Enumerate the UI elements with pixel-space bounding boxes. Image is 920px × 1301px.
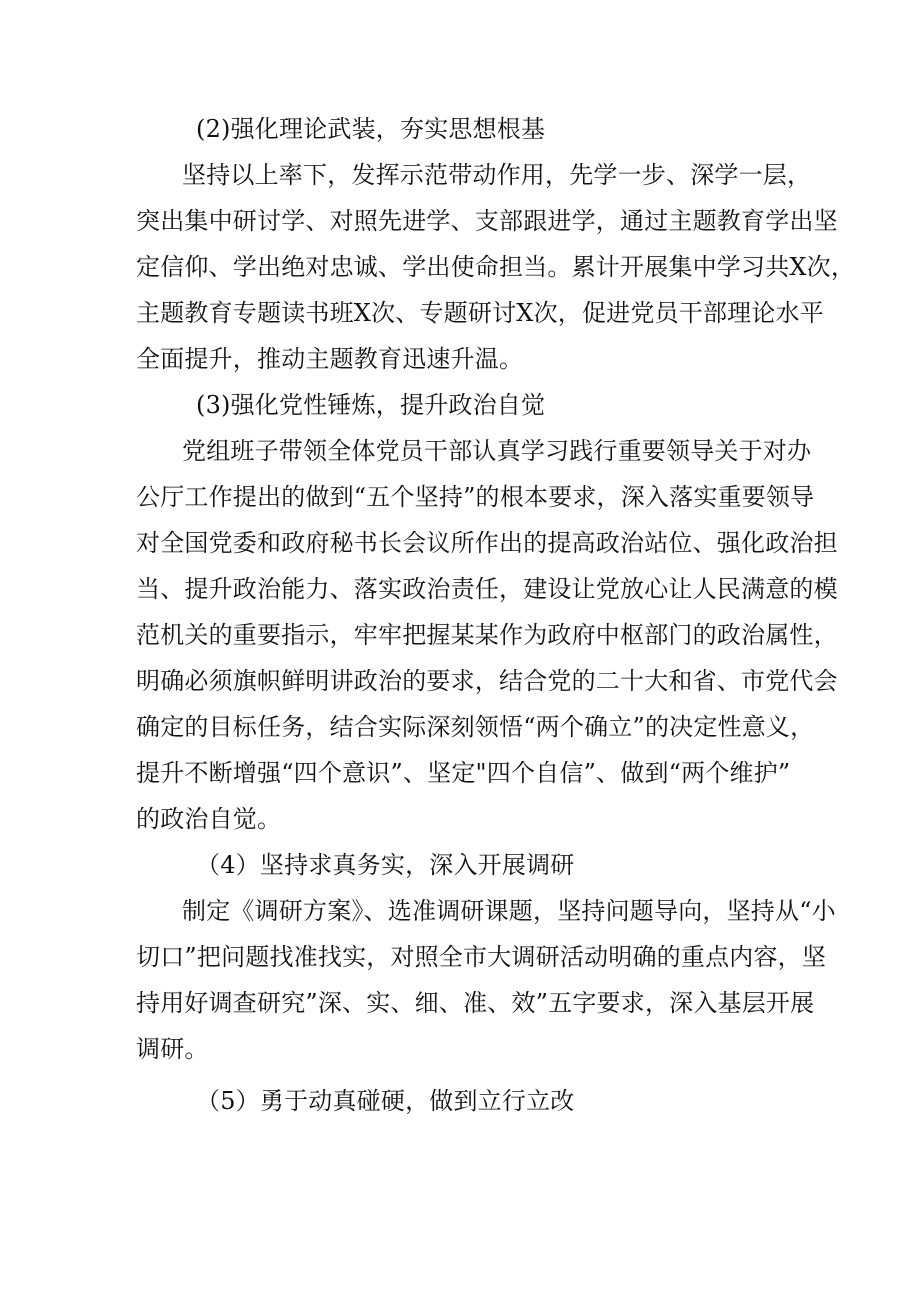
- paragraph-line: 明确必须旗帜鲜明讲政治的要求，结合党的二十大和省、市党代会: [136, 667, 838, 695]
- section-heading-3: (3)强化党性锤炼，提升政治自觉: [196, 391, 546, 419]
- paragraph-line: 突出集中研讨学、对照先进学、支部跟进学，通过主题教育学出坚: [136, 207, 838, 235]
- paragraph-line: 的政治自觉。: [136, 805, 282, 833]
- paragraph-line: 公厅工作提出的做到“五个坚持”的根本要求，深入落实重要领导: [136, 483, 815, 511]
- paragraph-line: 确定的目标任务，结合实际深刻领悟“两个确立”的决定性意义，: [136, 713, 815, 741]
- paragraph-line: 切口”把问题找准找实，对照全市大调研活动明确的重点内容，坚: [136, 943, 827, 971]
- section-heading-4: （4）坚持求真务实，深入开展调研: [196, 851, 575, 879]
- paragraph-line: 主题教育专题读书班X次、专题研讨X次，促进党员干部理论水平: [136, 299, 824, 327]
- paragraph-line: 对全国党委和政府秘书长会议所作出的提高政治站位、强化政治担: [136, 529, 838, 557]
- paragraph-line: 全面提升，推动主题教育迅速升温。: [136, 345, 524, 373]
- paragraph-line: 持用好调查研究”深、实、细、准、效”五字要求，深入基层开展: [136, 989, 815, 1017]
- paragraph-line: 坚持以上率下，发挥示范带动作用，先学一步、深学一层，: [182, 161, 812, 189]
- paragraph-line: 提升不断增强“四个意识”、坚定"四个自信”、做到“两个维护”: [136, 759, 791, 787]
- section-heading-5: （5）勇于动真碰硬，做到立行立改: [196, 1087, 575, 1115]
- paragraph-line: 定信仰、学出绝对忠诚、学出使命担当。累计开展集中学习共X次，: [136, 253, 856, 281]
- section-heading-2: (2)强化理论武装，夯实思想根基: [196, 115, 546, 143]
- paragraph-line: 党组班子带领全体党员干部认真学习践行重要领导关于对办: [182, 437, 812, 465]
- paragraph-line: 调研。: [136, 1035, 209, 1063]
- paragraph-line: 制定《调研方案》、选准调研课题，坚持问题导向，坚持从“小: [182, 897, 836, 925]
- paragraph-line: 当、提升政治能力、落实政治责任，建设让党放心让人民满意的模: [136, 575, 838, 603]
- paragraph-line: 范机关的重要指示，牢牢把握某某作为政府中枢部门的政治属性，: [136, 621, 838, 649]
